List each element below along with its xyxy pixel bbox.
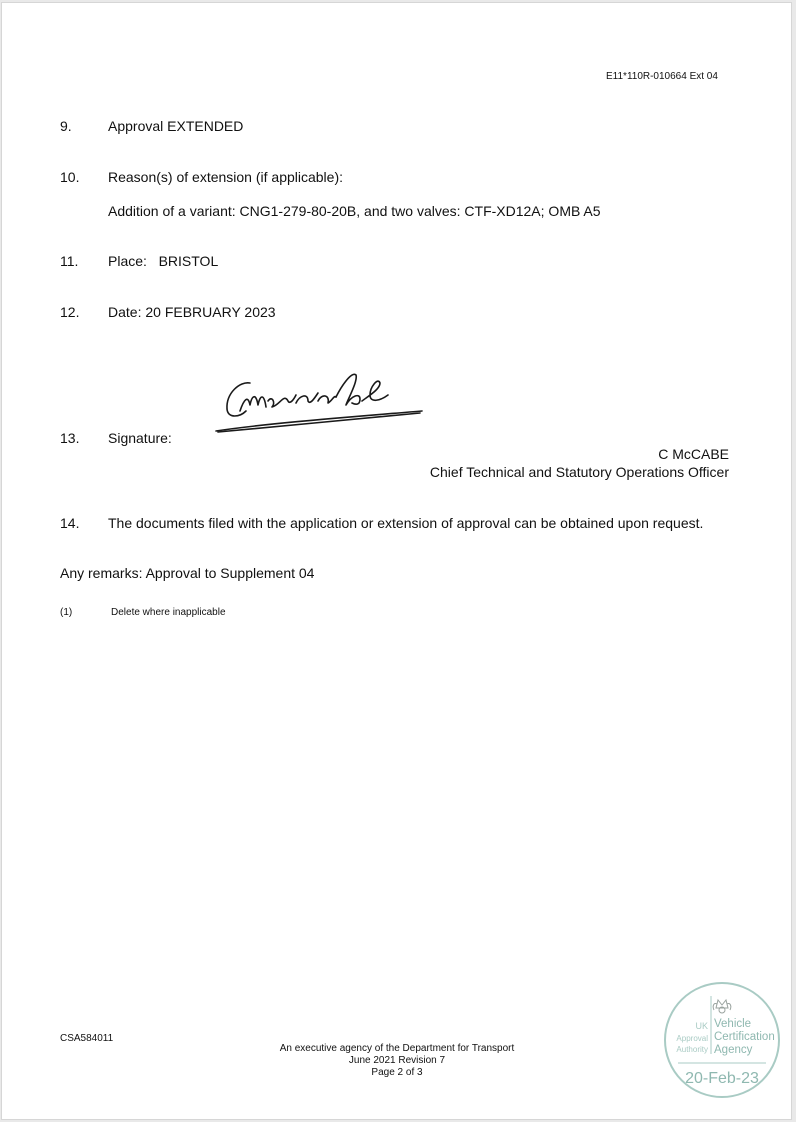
footer-agency-line: An executive agency of the Department for Transport — [279, 1043, 515, 1054]
handwritten-signature — [210, 365, 428, 439]
footer-revision: June 2021 Revision 7 — [348, 1055, 446, 1066]
stamp-vehicle: Vehicle — [714, 1018, 752, 1030]
item-14-text: The documents filed with the application or extension of approval can be obtained upon request. — [108, 515, 704, 531]
approval-reference: E11*110R-010664 Ext 04 — [606, 71, 718, 82]
stamp-authority: Authority — [676, 1045, 708, 1054]
item-11-number: 11. — [60, 253, 79, 269]
item-12-text: Date: 20 FEBRUARY 2023 — [108, 304, 276, 320]
remarks: Any remarks: Approval to Supplement 04 — [60, 565, 315, 581]
item-10-number: 10. — [60, 169, 80, 185]
vca-approval-stamp — [662, 980, 782, 1100]
item-10-text: Reason(s) of extension (if applicable): — [108, 169, 344, 185]
stamp-agency: Agency — [714, 1044, 753, 1056]
item-11-text: Place: BRISTOL — [108, 253, 219, 269]
stamp-certification: Certification — [714, 1031, 775, 1043]
item-14-number: 14. — [60, 515, 80, 531]
footnote-number: (1) — [60, 607, 73, 618]
item-10-detail: Addition of a variant: CNG1-279-80-20B, and two valves: CTF-XD12A; OMB A5 — [108, 203, 601, 219]
stamp-approval: Approval — [676, 1034, 708, 1043]
item-9-text: Approval EXTENDED — [108, 118, 244, 134]
footnote-text: Delete where inapplicable — [111, 607, 226, 618]
item-13-text: Signature: — [108, 430, 172, 446]
stamp-date: 20-Feb-23 — [685, 1070, 759, 1087]
document-code: CSA584011 — [60, 1033, 114, 1044]
signatory-name: C McCABE — [658, 446, 729, 462]
stamp-uk: UK — [695, 1021, 708, 1031]
document-page — [1, 2, 792, 1120]
item-13-number: 13. — [60, 430, 80, 446]
signatory-title: Chief Technical and Statutory Operations Officer — [429, 464, 729, 480]
item-9-number: 9. — [60, 118, 72, 134]
item-12-number: 12. — [60, 304, 80, 320]
footer-page-number: Page 2 of 3 — [371, 1067, 423, 1078]
